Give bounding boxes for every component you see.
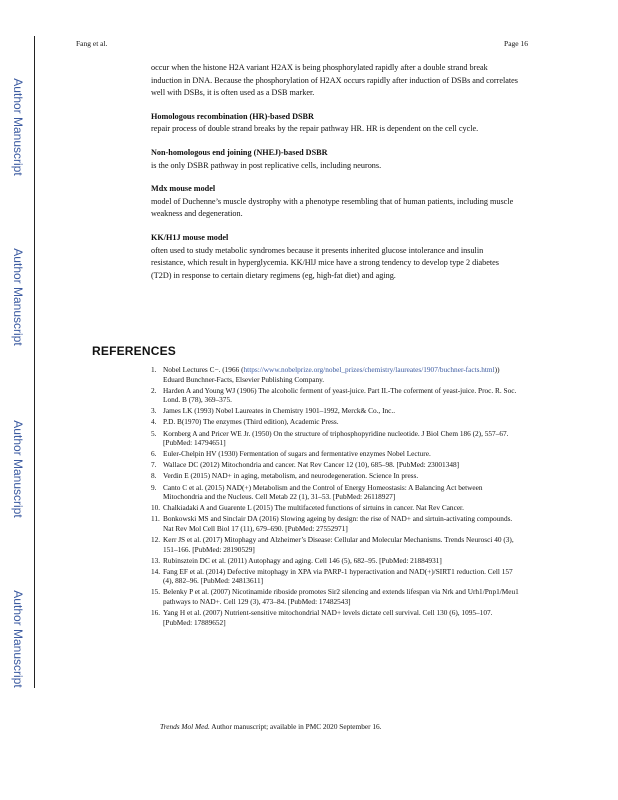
reference-item — [151, 429, 521, 448]
reference-number: 6. — [151, 449, 157, 459]
reference-number: 10. — [151, 503, 161, 513]
term-title: KK/H1J mouse model — [151, 232, 229, 242]
reference-text: Harden A and Young WJ (1906) The alcoholic ferment of yeast-juice. Part II.-The coferment of yeast-juice. Proc. R. Soc. Lond. B (78), 369–375. — [163, 385, 517, 405]
sidebar-divider — [34, 36, 35, 688]
reference-text: Chalkiadaki A and Guarente L (2015) The multifaceted functions of sirtuins in cancer. Nat Rev Cancer. — [163, 503, 464, 513]
sidebar-label: Author Manuscript — [11, 248, 25, 346]
term-definition: is the only DSBR pathway in post replicative cells, including neurons. — [151, 160, 382, 170]
reference-item — [151, 535, 521, 554]
reference-number: 2. — [151, 385, 157, 395]
reference-text: Verdin E (2015) NAD+ in aging, metabolism, and neurodegeneration. Science In press. — [163, 471, 419, 481]
sidebar-label: Author Manuscript — [11, 78, 25, 176]
reference-number: 7. — [151, 460, 157, 470]
glossary-term — [151, 111, 519, 136]
reference-item — [151, 365, 521, 384]
glossary — [151, 62, 519, 282]
reference-list — [151, 365, 521, 629]
term-title: Homologous recombination (HR)-based DSBR — [151, 111, 314, 121]
reference-number: 5. — [151, 428, 157, 438]
reference-item — [151, 460, 521, 470]
reference-text: P.D. B(1970) The enzymes (Third edition), Academic Press. — [163, 417, 339, 427]
reference-number: 14. — [151, 566, 161, 576]
reference-number: 1. — [151, 365, 157, 374]
reference-text: Wallace DC (2012) Mitochondria and cancer. Nat Rev Cancer 12 (10), 685–98. [PubMed: 23001348] — [163, 460, 460, 470]
reference-item — [151, 503, 521, 513]
reference-item — [151, 567, 521, 586]
reference-item — [151, 483, 521, 502]
term-definition: often used to study metabolic syndromes because it presents inherited glucose intolerance and insulin resistance, which result in hyperglycemia. KK/HlJ mice have a strong tendency to develop type 2 diabetes (T2D) in response to certain dietary regimens (eg, high-fat diet) and aging. — [151, 245, 499, 280]
reference-text: Kornberg A and Pricer WE Jr. (1950) On the structure of triphosphopyridine nucleotide. J Biol Chem 186 (2), 557–67. [PubMed: 14794651] — [163, 428, 509, 448]
term-definition: repair process of double strand breaks by the repair pathway HR. HR is dependent on the cell cycle. — [151, 124, 479, 134]
glossary-term — [151, 147, 519, 172]
reference-item — [151, 406, 521, 416]
footer-journal: Trends Mol Med. — [160, 722, 210, 731]
glossary-term — [151, 232, 519, 282]
reference-number: 3. — [151, 406, 157, 416]
reference-link[interactable]: https://www.nobelprize.org/nobel_prizes/chemistry/laureates/1907/buchner-facts.html — [243, 365, 495, 374]
term-definition: model of Duchenne’s muscle dystrophy with a phenotype resembling that of human patients, including muscle weakness and degeneration. — [151, 196, 514, 219]
sidebar-label: Author Manuscript — [11, 420, 25, 518]
reference-text: James LK (1993) Nobel Laureates in Chemistry 1901–1992, Merck& Co., Inc.. — [163, 406, 396, 416]
reference-number: 15. — [151, 587, 161, 597]
reference-text: Kerr JS et al. (2017) Mitophagy and Alzheimer’s Disease: Cellular and Molecular Mechanisms. Trends Neurosci 40 (3), 151–166. [PubMed: 28190529] — [163, 535, 514, 554]
reference-item — [151, 608, 521, 627]
reference-item — [151, 587, 521, 606]
header-authors: Fang et al. — [76, 39, 108, 48]
reference-text: Fang EF et al. (2014) Defective mitophagy in XPA via PARP-1 hyperactivation and NAD(+)/SIRT1 reduction. Cell 157 (4), 882–96. [PubMed: 24813611] — [163, 566, 513, 586]
reference-number: 4. — [151, 417, 157, 427]
reference-text: Rubinsztein DC et al. (2011) Autophagy and aging. Cell 146 (5), 682–95. [PubMed: 21884931] — [163, 555, 442, 565]
reference-number: 16. — [151, 608, 161, 618]
header-page-number: Page 16 — [504, 39, 528, 48]
reference-text: Canto C et al. (2015) NAD(+) Metabolism and the Control of Energy Homeostasis: A Balancing Act between Mitochondria and the Nucleus. Cell Metab 22 (1), 31–53. [PubMed: 26118927] — [163, 482, 483, 502]
glossary-term — [151, 183, 519, 221]
sidebar-label: Author Manuscript — [11, 590, 25, 688]
reference-text: Yang H et al. (2007) Nutrient-sensitive mitochondrial NAD+ levels dictate cell survival. Cell 130 (6), 1095–107. [PubMed: 17889652] — [163, 608, 493, 627]
reference-item — [151, 417, 521, 427]
footer-availability: Author manuscript; available in PMC 2020 September 16. — [209, 722, 382, 731]
reference-number: 12. — [151, 535, 161, 544]
reference-item — [151, 514, 521, 533]
reference-text: Belenky P et al. (2007) Nicotinamide riboside promotes Sir2 silencing and extends lifespan via Nrk and Urh1/Pnp1/Meu1 pathways to NAD+. Cell 129 (3), 473–84. [PubMed: 17482543] — [163, 587, 519, 607]
reference-text: Bonkowski MS and Sinclair DA (2016) Slowing ageing by design: the rise of NAD+ and sirtuin-activating compounds. Nat Rev Mol Cell Biol 17 (11), 679–690. [PubMed: 27552971] — [163, 514, 513, 533]
reference-item — [151, 471, 521, 481]
reference-item — [151, 386, 521, 405]
reference-number: 13. — [151, 555, 161, 565]
reference-number: 8. — [151, 471, 157, 481]
term-title: Non-homologous end joining (NHEJ)-based DSBR — [151, 147, 328, 157]
page-footer — [160, 722, 381, 731]
references-heading: REFERENCES — [92, 344, 177, 358]
reference-text-pre: Nobel Lectures C−. (1966 ( — [163, 365, 244, 374]
reference-item — [151, 556, 521, 566]
reference-text: Euler-Chelpin HV (1930) Fermentation of sugars and fermentative enzymes Nobel Lecture. — [163, 449, 431, 459]
reference-text-post: )) Eduard Bunchner-Facts, Elsevier Publishing Company. — [163, 365, 500, 384]
reference-number: 9. — [151, 482, 157, 492]
glossary-intro: occur when the histone H2A variant H2AX is being phosphorylated rapidly after a double strand break induction in DNA. Because the phosphorylation of H2AX occurs rapidly after induction of DSBs and correlates well with DSBs, it is often used as a DSB marker. — [151, 63, 518, 98]
reference-item — [151, 449, 521, 459]
reference-number: 11. — [151, 514, 160, 524]
term-title: Mdx mouse model — [151, 184, 216, 194]
